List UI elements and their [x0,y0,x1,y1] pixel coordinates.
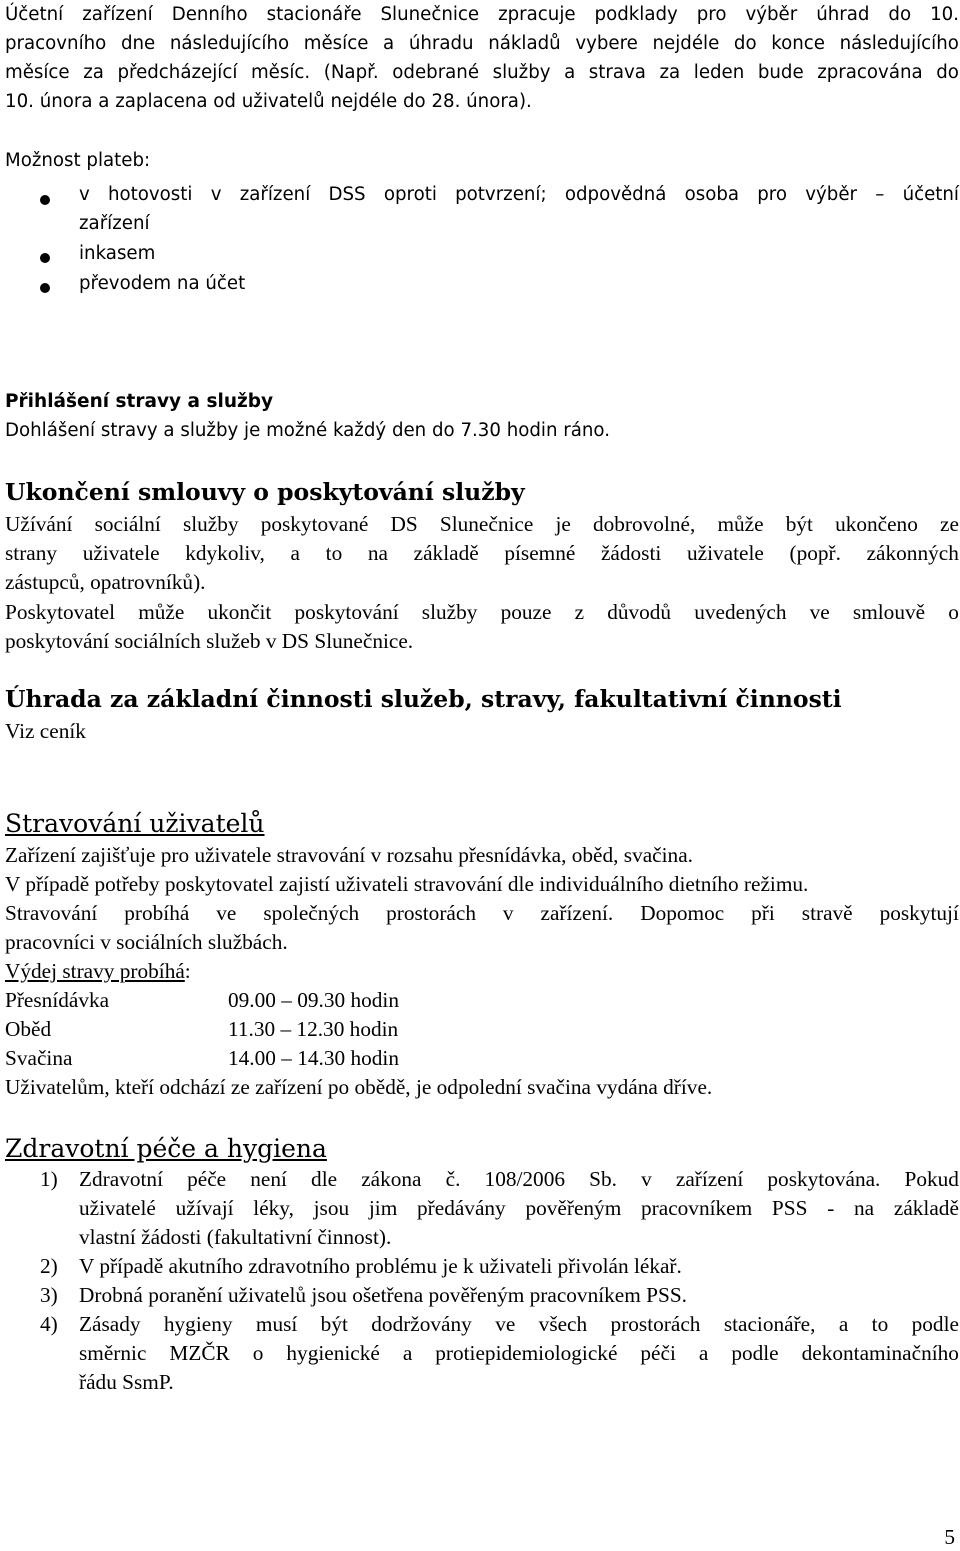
word: odpovědná [564,184,667,205]
word: prostorách [386,901,476,925]
paragraph-line: pracovníci v sociálních službách. [5,930,288,954]
word: DS [390,512,418,536]
word: zařízení. [540,901,614,925]
meal-name: Svačina [5,1046,73,1070]
justified-line [79,186,959,204]
word: zákona [361,1167,422,1191]
schedule-label-text: Výdej stravy probíhá [5,959,185,983]
word: strava [588,62,646,83]
word: podle [731,1341,779,1365]
word: pověřeným [525,1196,622,1220]
word: probíhá [124,901,190,925]
word: zpracována [817,62,923,83]
paragraph-line [5,903,959,924]
word: ze [940,512,959,536]
paragraph-line: poskytování sociálních služeb v DS Slunečnice. [5,629,414,653]
word: za [83,62,104,83]
word: služby [421,600,478,624]
list-item-line [79,1169,959,1190]
paragraph-line [5,514,959,535]
paragraph-line [5,543,959,564]
word: – [875,184,885,205]
word: následujícího [839,33,959,54]
word: v [79,184,90,205]
word: účetní [902,184,959,205]
word: DSS [328,184,366,205]
word: stravě [801,901,853,925]
word: v [502,901,514,925]
justified-line [5,602,959,623]
word: předávány [417,1196,506,1220]
word: pracovníkem [641,1196,753,1220]
section-heading: Stravování uživatelů [5,809,265,838]
word: je [555,512,571,536]
justified-line [5,35,959,53]
paragraph-line [5,602,959,623]
word: a [290,541,300,565]
word: může [717,512,764,536]
word: do [888,4,912,25]
word: ukončeno [835,512,918,536]
word: to [325,541,343,565]
word: Zásady [79,1312,141,1336]
word: smlouvě [852,600,926,624]
word: v [210,184,222,205]
word: hygienické [286,1341,380,1365]
justified-line [5,514,959,535]
list-item-line: V případě akutního zdravotního problému je k uživateli přivolán lékař. [79,1254,682,1278]
word: všech [538,1312,588,1336]
justified-line [5,543,959,564]
word: uvedených [694,600,787,624]
word: být [320,1312,348,1336]
word: - [827,1196,835,1220]
word: měsíce [303,33,369,54]
word: uživatele [686,541,764,565]
word: pro [696,4,727,25]
word: základě [413,541,479,565]
list-number: 3) [40,1283,58,1307]
word: o [252,1341,264,1365]
word: nejdéle [652,33,720,54]
word: jim [368,1196,398,1220]
payment-option-item: převodem na účet [79,273,246,294]
word: podle [911,1312,959,1336]
word: Sb. [589,1167,617,1191]
meal-time: 09.00 – 09.30 hodin [228,988,399,1012]
word: dodržovány [371,1312,472,1336]
word: č. [445,1167,461,1191]
payment-option-item [79,186,959,204]
schedule-label-colon: : [184,959,191,983]
word: (Např. [323,62,379,83]
word: nákladů [488,33,561,54]
word: zařízení [82,4,153,25]
bullet-icon [40,253,50,263]
list-number: 4) [40,1312,58,1336]
word: pro [757,184,788,205]
word: Zdravotní [79,1167,163,1191]
word: 108/2006 [484,1167,566,1191]
word: ukončit [207,600,272,624]
word: ve [809,600,830,624]
list-item-line [79,1198,959,1219]
word: pracovního [5,33,107,54]
section-heading: Přihlášení stravy a služby [5,391,274,412]
paragraph-line: zástupců, opatrovníků). [5,570,206,594]
word: zařízení [239,184,311,205]
paragraph-line: Uživatelům, kteří odchází ze zařízení po obědě, je odpolední svačina vydána dříve. [5,1075,713,1099]
word: následujícího [169,33,290,54]
word: do [733,33,757,54]
intro-line [5,6,959,24]
word: potvrzení; [455,184,547,205]
payment-option-item-cont: zařízení [79,213,150,234]
word: Pokud [904,1167,959,1191]
word: oproti [383,184,437,205]
list-item-line: řádu SsmP. [79,1370,174,1394]
word: podklady [594,4,678,25]
justified-line [79,1314,959,1335]
word: poskytování [294,600,399,624]
word: musí [255,1312,298,1336]
list-item-line [79,1343,959,1364]
word: dle [311,1167,338,1191]
word: osoba [684,184,740,205]
word: uživatele [82,541,160,565]
list-item-line [79,1314,959,1335]
payment-option-item: inkasem [79,243,156,264]
word: o [948,600,959,624]
word: dne [120,33,156,54]
word: užívají [175,1196,234,1220]
word: Účetní [5,4,64,25]
word: léky, [253,1196,294,1220]
word: odebrané [392,62,480,83]
section-heading: Ukončení smlouvy o poskytování služby [5,478,525,506]
meal-time: 14.00 – 14.30 hodin [228,1046,399,1070]
word: být [785,512,813,536]
justified-line [5,64,959,82]
word: výběr [805,184,857,205]
word: pouze [500,600,552,624]
word: PSS [771,1196,808,1220]
word: leden [693,62,745,83]
word: úhradu [408,33,474,54]
word: vybere [575,33,638,54]
section-text: Viz ceník [5,719,86,743]
word: Denního [171,4,248,25]
word: úhrad [816,4,870,25]
word: do [936,62,959,83]
word: základě [893,1196,959,1220]
word: to [871,1312,889,1336]
word: při [751,901,775,925]
section-text: Dohlášení stravy a služby je možné každý den do 7.30 hodin ráno. [5,420,611,441]
page-number: 5 [944,1525,955,1549]
list-item-line: vlastní žádosti (fakultativní činnost). [79,1225,392,1249]
section-heading: Úhrada za základní činnosti služeb, stravy, fakultativní činnosti [5,685,842,713]
word: zákonných [866,541,959,565]
paragraph-line: Zařízení zajišťuje pro uživatele stravování v rozsahu přesnídávka, oběd, svačina. [5,843,693,867]
word: měsíce [5,62,70,83]
intro-line [5,64,959,82]
word: zařízení [675,1167,744,1191]
word: předcházející [117,62,238,83]
word: společných [263,901,360,925]
payment-options-heading: Možnost plateb: [5,150,151,171]
word: Stravování [5,901,98,925]
word: hygieny [163,1312,233,1336]
word: 10. [930,4,959,25]
word: a [838,1312,849,1336]
word: stacionáře, [723,1312,816,1336]
justified-line [79,1169,959,1190]
word: z [574,600,585,624]
word: písemné [504,541,576,565]
word: poskytují [879,901,959,925]
word: zpracuje [498,4,576,25]
word: bude [757,62,804,83]
word: Slunečnice [439,512,534,536]
word: a [698,1341,709,1365]
justified-line [5,903,959,924]
justified-line [79,1198,959,1219]
intro-line [5,35,959,53]
list-number: 1) [40,1167,58,1191]
paragraph-line: V případě potřeby poskytovatel zajistí uživateli stravování dle individuálního dietního režimu. [5,872,809,896]
list-item-line: Drobná poranění uživatelů jsou ošetřena pověřeným pracovníkem PSS. [79,1283,687,1307]
word: může [138,600,185,624]
word: dekontaminačního [801,1341,959,1365]
word: služby [182,512,239,536]
word: sociální [94,512,161,536]
word: služby [492,62,551,83]
word: uživatelé [79,1196,156,1220]
word: výběr [745,4,798,25]
meal-name: Oběd [5,1017,52,1041]
word: Slunečnice [380,4,480,25]
word: jsou [313,1196,350,1220]
word: a [564,62,576,83]
bullet-icon [40,195,50,205]
word: péče [187,1167,227,1191]
word: žádosti [600,541,662,565]
word: na [854,1196,875,1220]
word: ve [495,1312,516,1336]
word: strany [5,541,58,565]
section-heading-text: Zdravotní péče a hygiena [5,1134,327,1163]
word: dobrovolné, [592,512,696,536]
word: (popř. [789,541,841,565]
section-heading [5,1136,327,1161]
word: péči [640,1341,676,1365]
word: není [250,1167,287,1191]
justified-line [79,1343,959,1364]
schedule-label [5,961,191,982]
word: v [641,1167,652,1191]
word: konce [771,33,825,54]
word: za [659,62,681,83]
word: protiepidemiologické [435,1341,618,1365]
word: MZČR [169,1341,230,1365]
word: Užívání [5,512,73,536]
list-number: 2) [40,1254,58,1278]
word: prostorách [610,1312,701,1336]
word: poskytována. [767,1167,881,1191]
word: a [383,33,395,54]
word: stacionáře [266,4,362,25]
word: na [367,541,388,565]
intro-line: 10. února a zaplacena od uživatelů nejdéle do 28. února). [5,91,532,112]
word: důvodů [607,600,672,624]
bullet-icon [40,283,50,293]
meal-name: Přesnídávka [5,988,110,1012]
word: ve [216,901,237,925]
justified-line [5,6,959,24]
word: kdykoliv, [185,541,265,565]
word: měsíc. [250,62,311,83]
word: Dopomoc [640,901,725,925]
word: Poskytovatel [5,600,116,624]
word: poskytované [260,512,369,536]
word: hotovosti [108,184,193,205]
word: a [402,1341,413,1365]
meal-time: 11.30 – 12.30 hodin [228,1017,399,1041]
word: směrnic [79,1341,147,1365]
